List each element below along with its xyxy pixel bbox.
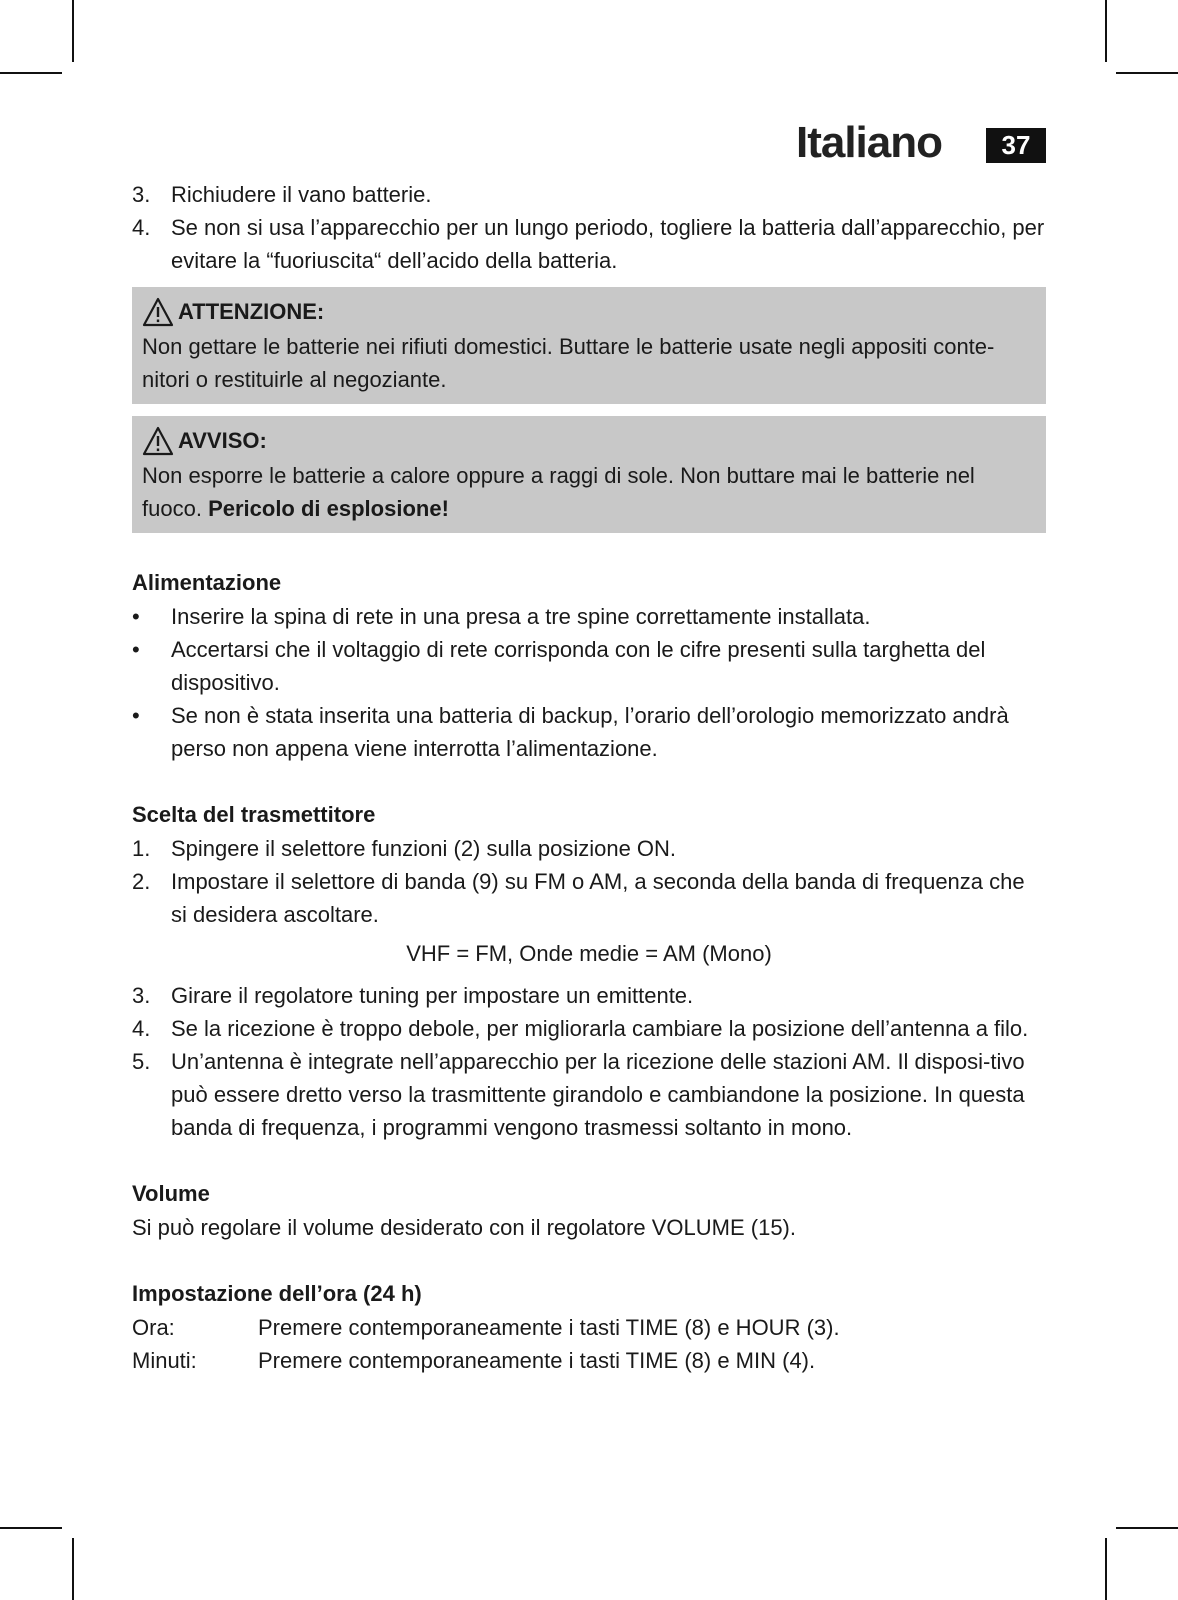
list-item — [132, 979, 1046, 1012]
bullet-item — [132, 699, 1046, 765]
section-heading-volume: Volume — [132, 1181, 210, 1206]
notice-box — [132, 416, 1046, 533]
crop-mark — [0, 1527, 62, 1529]
time-table — [132, 1311, 1046, 1377]
list-number: 3. — [132, 182, 151, 207]
list-text: Girare il regolatore tuning per impostare un emittente. — [171, 983, 694, 1008]
page-language: Italiano — [795, 118, 942, 167]
list-item — [132, 865, 1046, 931]
page-number: 37 — [986, 128, 1046, 163]
list-number: 4. — [132, 1016, 151, 1041]
station-list — [132, 832, 1046, 1144]
notice-bold-text: Pericolo di esplosione! — [208, 496, 449, 521]
list-text: Un’antenna è integrate nell’apparecchio per la ricezione delle stazioni AM. Il disposi-tivo può essere dretto verso la trasmittente girandolo e cambiandone la posizione. In questa banda di frequenza, i programmi vengono trasmessi soltanto in mono. — [171, 1049, 1025, 1140]
list-item — [132, 211, 1046, 277]
notice-title-row — [142, 423, 1034, 459]
time-text: Premere contemporaneamente i tasti TIME (8) e MIN (4). — [258, 1348, 816, 1373]
list-text: Impostare il selettore di banda (9) su FM o AM, a seconda della banda di frequenza che si desidera ascoltare. — [171, 869, 1025, 927]
bullet-text: Inserire la spina di rete in una presa a tre spine correttamente installata. — [171, 604, 871, 629]
time-row-minutes — [132, 1344, 1046, 1377]
page-content — [132, 178, 1046, 1377]
crop-mark — [0, 72, 62, 74]
section-heading-station: Scelta del trasmettitore — [132, 802, 376, 827]
list-item — [132, 1012, 1046, 1045]
attention-title-row — [142, 294, 1034, 330]
warning-triangle-icon — [142, 426, 174, 456]
list-text: Richiudere il vano batterie. — [171, 182, 432, 207]
list-item — [132, 178, 1046, 211]
warning-triangle-icon — [142, 297, 174, 327]
battery-list — [132, 178, 1046, 277]
list-number: 3. — [132, 983, 151, 1008]
list-number: 1. — [132, 836, 151, 861]
bullet-icon: • — [132, 604, 140, 629]
section-heading-time: Impostazione dell’ora (24 h) — [132, 1281, 422, 1306]
list-number: 4. — [132, 215, 151, 240]
bullet-item — [132, 633, 1046, 699]
volume-text: Si può regolare il volume desiderato con il regolatore VOLUME (15). — [132, 1215, 796, 1240]
attention-text: Non gettare le batterie nei rifiuti domestici. Buttare le batterie usate negli appositi conte-nitori o restituirle al negoziante. — [142, 334, 995, 392]
list-text: Se la ricezione è troppo debole, per migliorarla cambiare la posizione dell’antenna a filo. — [171, 1016, 1029, 1041]
notice-text: Non esporre le batterie a calore oppure a raggi di sole. Non buttare mai le batterie nel fuoco. — [142, 463, 975, 521]
crop-mark — [1116, 1527, 1178, 1529]
list-number: 5. — [132, 1049, 151, 1074]
power-list — [132, 600, 1046, 765]
list-text: Se non si usa l’apparecchio per un lungo periodo, togliere la batteria dall’apparecchio, per evitare la “fuoriuscita“ dell’acido della batteria. — [171, 215, 1045, 273]
crop-mark — [1105, 1538, 1107, 1600]
crop-mark — [1105, 0, 1107, 62]
notice-text-row — [142, 459, 1034, 525]
time-label: Ora: — [132, 1315, 175, 1340]
bullet-icon: • — [132, 637, 140, 662]
bullet-item — [132, 600, 1046, 633]
crop-mark — [72, 1538, 74, 1600]
list-item — [132, 1045, 1046, 1144]
notice-title: AVVISO: — [178, 428, 267, 453]
bullet-icon: • — [132, 703, 140, 728]
crop-mark — [72, 0, 74, 62]
section-heading-power: Alimentazione — [132, 570, 282, 595]
time-row-hour — [132, 1311, 1046, 1344]
bullet-text: Se non è stata inserita una batteria di backup, l’orario dell’orologio memorizzato andrà perso non appena viene interrotta l’alimentazione. — [171, 703, 1009, 761]
attention-title: ATTENZIONE: — [178, 299, 325, 324]
list-text: Spingere il selettore funzioni (2) sulla posizione ON. — [171, 836, 677, 861]
attention-box — [132, 287, 1046, 404]
bullet-text: Accertarsi che il voltaggio di rete corrisponda con le cifre presenti sulla targhetta del dispositivo. — [171, 637, 986, 695]
time-text: Premere contemporaneamente i tasti TIME (8) e HOUR (3). — [258, 1315, 840, 1340]
crop-mark — [1116, 72, 1178, 74]
band-note: VHF = FM, Onde medie = AM (Mono) — [406, 941, 772, 966]
list-number: 2. — [132, 869, 151, 894]
time-label: Minuti: — [132, 1348, 197, 1373]
list-item — [132, 832, 1046, 865]
